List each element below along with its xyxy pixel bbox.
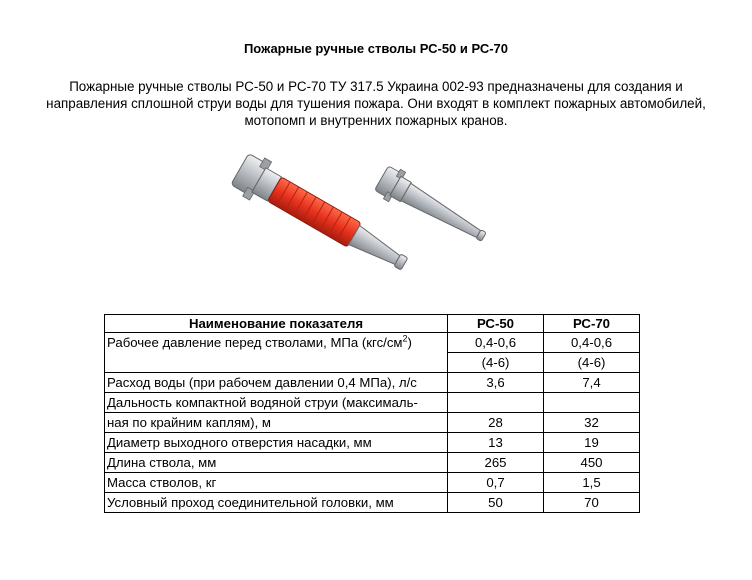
row-value-rs70: 450 [544,453,640,473]
row-value-rs70: (4-6) [544,353,640,373]
row-value-rs50: 265 [448,453,544,473]
row-value-rs50 [448,393,544,413]
row-value-rs50: 0,4-0,6 [448,333,544,353]
intro-line-1: Пожарные ручные стволы РС-50 и РС-70 ТУ 317.5 Украина 002-93 предназначены для создания и [69,79,683,94]
row-name [105,353,448,373]
table-row [105,433,640,453]
row-value-rs50: 13 [448,433,544,453]
table-header-row [105,315,640,333]
table-row [105,413,640,433]
intro-line-2: направления сплошной струи воды для тушения пожара. Они входят в комплект пожарных автомобилей, [46,96,706,111]
row-name: Расход воды (при рабочем давлении 0,4 МПа), л/с [105,373,448,393]
table-row [105,373,640,393]
table-row [105,353,640,373]
nozzle-plain-icon [373,163,492,251]
page-title: Пожарные ручные стволы РС-50 и РС-70 [243,41,509,56]
row-name: Рабочее давление перед стволами, МПа $(кгс/см^2)$ [105,333,448,353]
header-rs70: РС-70 [544,315,640,333]
row-name: Дальность компактной водяной струи (максималь- [105,393,448,413]
row-value-rs70: 32 [544,413,640,433]
row-value-rs70: 0,4-0,6 [544,333,640,353]
row-value-rs70 [544,393,640,413]
intro-line-3: мотопомп и внутренних пожарных кранов. [244,113,508,128]
table-row [105,453,640,473]
header-rs50: РС-50 [448,315,544,333]
row-name: Масса стволов, кг [105,473,448,493]
row-value-rs70: 1,5 [544,473,640,493]
table-row [105,493,640,513]
row-name: ная по крайним каплям), м [105,413,448,433]
row-value-rs70: 70 [544,493,640,513]
row-name: Условный проход соединительной головки, мм [105,493,448,513]
header-parameter: Наименование показателя [105,315,448,333]
nozzles-illustration [225,150,505,300]
specs-table [104,314,640,513]
row-value-rs70: 19 [544,433,640,453]
row-value-rs50: 28 [448,413,544,433]
intro-paragraph [30,78,722,129]
row-value-rs50: 3,6 [448,373,544,393]
row-name: Длина ствола, мм [105,453,448,473]
row-value-rs50: 50 [448,493,544,513]
table-row [105,473,640,493]
row-name: Диаметр выходного отверстия насадки, мм [105,433,448,453]
row-value-rs70: 7,4 [544,373,640,393]
row-value-rs50: (4-6) [448,353,544,373]
table-row [105,393,640,413]
table-row [105,333,640,353]
row-value-rs50: 0,7 [448,473,544,493]
